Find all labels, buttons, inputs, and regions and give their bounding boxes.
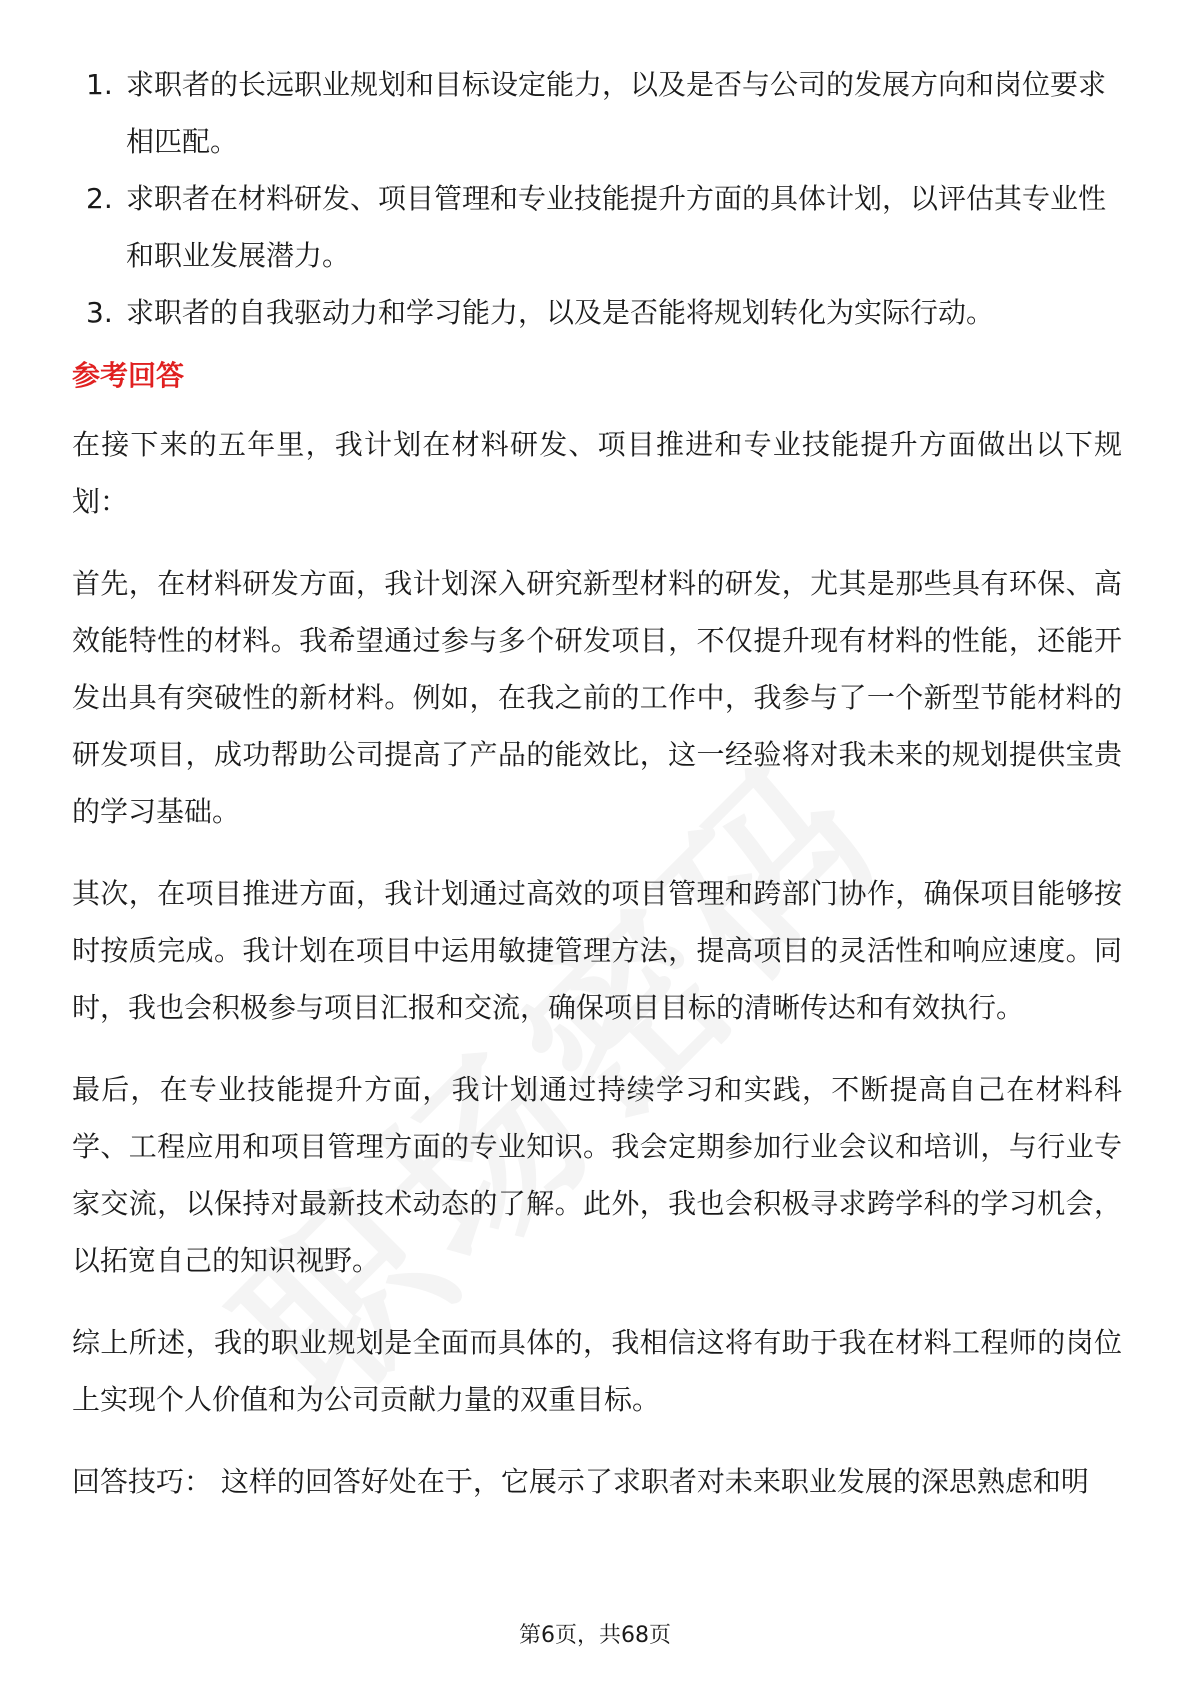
- list-text: 求职者的长远职业规划和目标设定能力，以及是否与公司的发展方向和岗位要求相匹配。: [126, 68, 1107, 158]
- list-item: [72, 170, 1122, 284]
- list-item: [72, 284, 1122, 341]
- paragraph-research: 首先，在材料研发方面，我计划深入研究新型材料的研发，尤其是那些具有环保、高效能特性的材料。我希望通过参与多个研发项目，不仅提升现有材料的性能，还能开发出具有突破性的新材料。例如，在我之前的工作中，我参与了一个新型节能材料的研发项目，成功帮助公司提高了产品的能效比，这一经验将对我未来的规划提供宝贵的学习基础。: [72, 567, 1122, 828]
- list-number: 2.: [86, 182, 113, 215]
- paragraph-summary: 综上所述，我的职业规划是全面而具体的，我相信这将有助于我在材料工程师的岗位上实现个人价值和为公司贡献力量的双重目标。: [72, 1326, 1122, 1416]
- paragraph-intro: 在接下来的五年里，我计划在材料研发、项目推进和专业技能提升方面做出以下规划：: [72, 428, 1122, 518]
- paragraph-tips: 回答技巧： 这样的回答好处在于，它展示了求职者对未来职业发展的深思熟虑和明: [72, 1465, 1089, 1498]
- paragraph-skills: 最后，在专业技能提升方面，我计划通过持续学习和实践，不断提高自己在材料科学、工程应用和项目管理方面的专业知识。我会定期参加行业会议和培训，与行业专家交流，以保持对最新技术动态的了解。此外，我也会积极寻求跨学科的学习机会，以拓宽自己的知识视野。: [72, 1073, 1122, 1277]
- criteria-list: [72, 56, 1122, 341]
- paragraph-project: 其次，在项目推进方面，我计划通过高效的项目管理和跨部门协作，确保项目能够按时按质完成。我计划在项目中运用敏捷管理方法，提高项目的灵活性和响应速度。同时，我也会积极参与项目汇报和交流，确保项目目标的清晰传达和有效执行。: [72, 877, 1122, 1024]
- list-number: 1.: [86, 68, 113, 101]
- page-footer: 第6页，共68页: [519, 1623, 671, 1648]
- list-text: 求职者的自我驱动力和学习能力，以及是否能将规划转化为实际行动。: [126, 296, 995, 329]
- list-number: 3.: [86, 296, 113, 329]
- list-text: 求职者在材料研发、项目管理和专业技能提升方面的具体计划，以评估其专业性和职业发展潜力。: [126, 182, 1107, 272]
- reference-heading: 参考回答: [72, 359, 185, 392]
- list-item: [72, 56, 1122, 170]
- page-content: [72, 56, 1122, 1535]
